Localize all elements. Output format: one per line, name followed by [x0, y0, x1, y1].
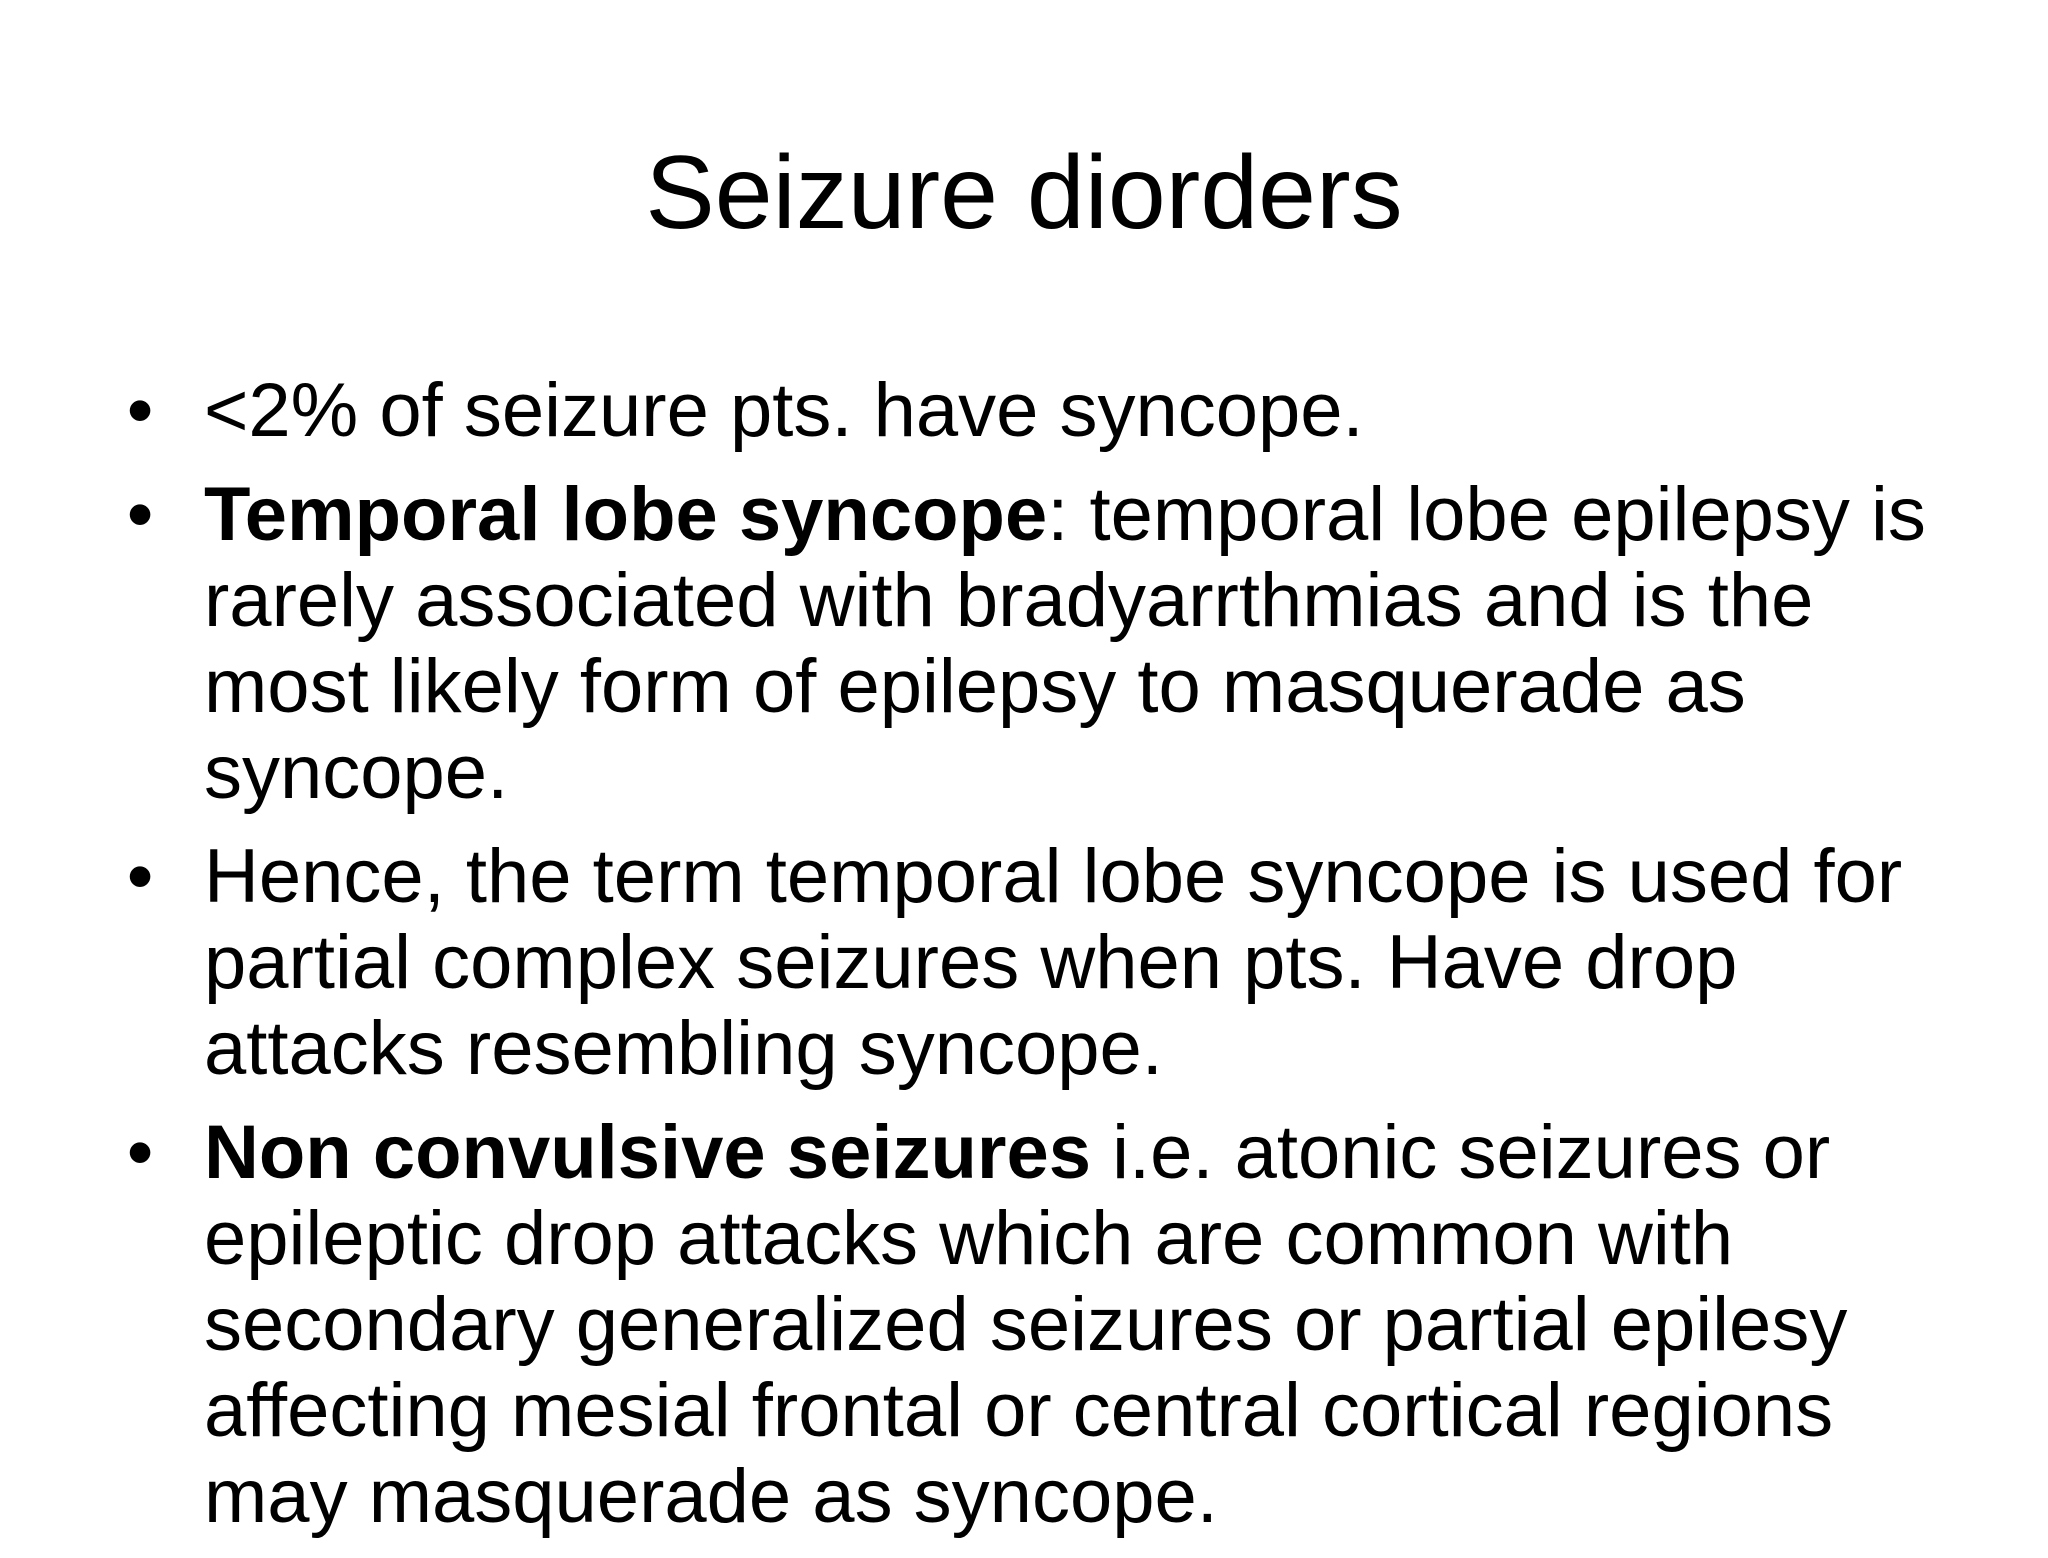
bullet-text: i.e. atonic seizures or epileptic drop attacks which are common with secondary generalized seizures or partial epilesy affecting mesial frontal or central cortical regions may masquerade as syncope. — [204, 1110, 1848, 1539]
bullet-marker: • — [126, 368, 154, 453]
bullet-marker: • — [126, 472, 154, 557]
bullet-item — [120, 834, 1980, 1092]
bullet-text: : temporal lobe epilepsy is rarely associated with bradyarrthmias and is the most likely form of epilepsy to masquerade as syncope. — [204, 472, 1926, 815]
bullet-marker: • — [126, 834, 154, 919]
bullet-list — [120, 368, 1980, 1558]
bullet-text: Hence, the term temporal lobe syncope is used for partial complex seizures when pts. Have drop attacks resembling syncope. — [204, 834, 1903, 1091]
bullet-bold-term: Temporal lobe syncope — [204, 472, 1048, 557]
bullet-text: <2% of seizure pts. have syncope. — [204, 368, 1364, 453]
bullet-item — [120, 1110, 1980, 1540]
bullet-marker: • — [126, 1110, 154, 1195]
bullet-bold-term: Non convulsive seizures — [204, 1110, 1091, 1195]
bullet-item — [120, 368, 1980, 454]
slide-title: Seizure diorders — [645, 135, 1403, 251]
bullet-item — [120, 472, 1980, 816]
